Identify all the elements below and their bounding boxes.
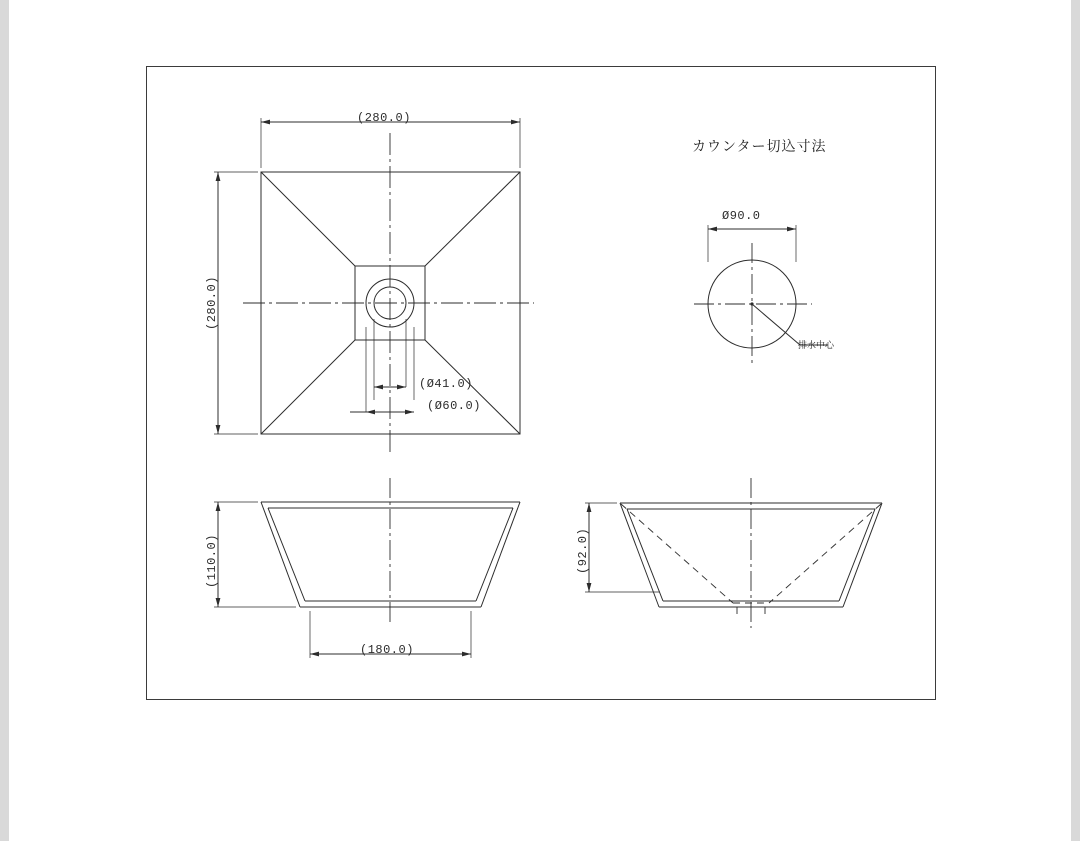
page-edge-strip-left (0, 0, 9, 841)
dim-label-drain-outer: (Ø60.0) (427, 399, 481, 413)
dim-label-top-width: (280.0) (357, 111, 411, 125)
counter-cutout-title: カウンター切込寸法 (692, 139, 827, 155)
dim-label-drain-inner: (Ø41.0) (419, 377, 473, 391)
dim-label-cutout-diameter: Ø90.0 (722, 209, 761, 223)
dim-label-top-height: (280.0) (205, 276, 219, 330)
dim-label-front-height: (110.0) (205, 534, 219, 588)
drawing-frame-border (146, 66, 936, 700)
dim-label-front-base-width: (180.0) (360, 643, 414, 657)
drain-center-label: 排水中心 (798, 341, 835, 351)
page-edge-strip-right (1071, 0, 1080, 841)
dim-label-side-height: (92.0) (576, 527, 590, 574)
